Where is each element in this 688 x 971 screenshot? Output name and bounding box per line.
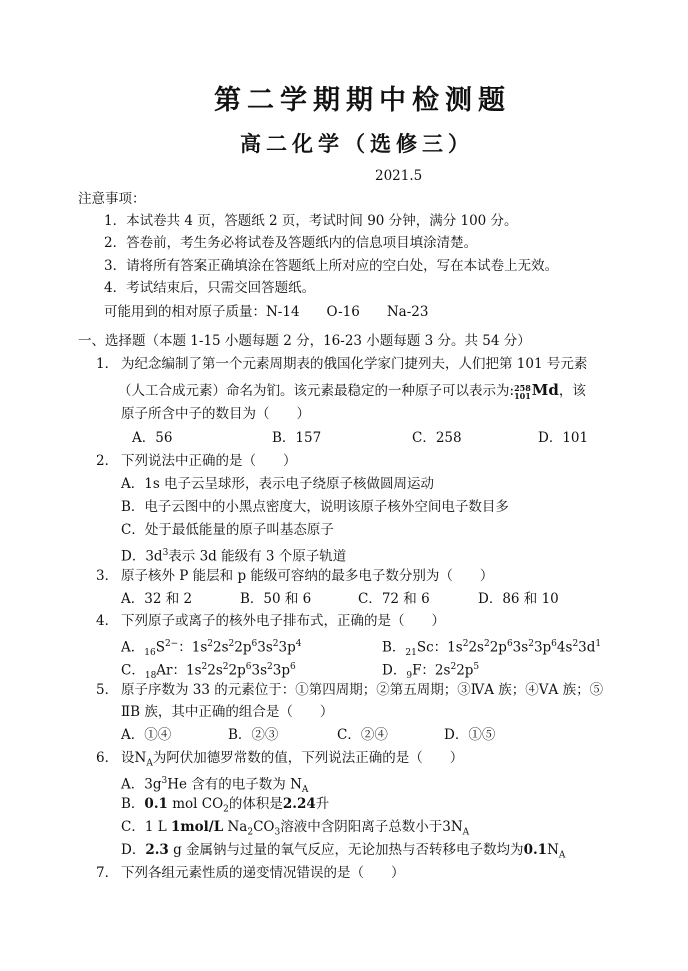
notes-heading: 注意事项： [78, 191, 146, 207]
option-a[interactable]: A．1s 电子云呈球形，表示电子绕原子核做圆周运动 [121, 476, 435, 492]
question-stem [121, 749, 463, 773]
question-number: 7． [96, 865, 119, 881]
element-symbol: Md [531, 381, 559, 399]
option-c[interactable]: C．1 L 1mol/L $Na_2CO_3$溶液中含阴阳离子总数小于$3N_A$ [121, 819, 470, 838]
option-b[interactable]: B．电子云图中的小黑点密度大，说明该原子核外空间电子数目多 [121, 499, 509, 515]
question-number: 4． [96, 613, 119, 629]
option-d[interactable]: D．①⑤ [444, 727, 496, 743]
option-text: 表示 3d 能级有 3 个原子轨道 [168, 548, 347, 565]
question-stem [118, 381, 586, 400]
option-d[interactable]: D．86 和 10 [478, 591, 559, 607]
question-number: 6． [96, 750, 119, 766]
option-a[interactable]: A．①④ [121, 727, 172, 743]
option-d[interactable]: D．$_9$F：$2s^22p^5$ [382, 662, 480, 682]
section-heading: 一、选择题（本题 1-15 小题每题 2 分，16-23 小题每题 3 分。共 54 分） [78, 333, 531, 349]
option-b[interactable]: B．157 [272, 430, 322, 446]
option-c[interactable]: C．②④ [337, 727, 388, 743]
option-c[interactable]: C．72 和 6 [358, 591, 430, 607]
option-a[interactable]: A．$3g^3He$ 含有的电子数为 $N_A$ [121, 776, 309, 796]
exam-date: 2021.5 [375, 168, 423, 184]
question-stem: ⅡB 族，其中正确的组合是（ ） [121, 704, 334, 720]
question-stem-text: ，该 [558, 383, 586, 399]
page-title: 第二学期期中检测题 [214, 85, 511, 116]
option-d[interactable]: D．101 [538, 430, 589, 446]
option-a[interactable]: A．32 和 2 [121, 591, 193, 607]
option-a[interactable]: A．56 [132, 430, 173, 446]
option-d[interactable] [121, 544, 346, 566]
question-number: 3． [96, 568, 119, 584]
atomic-mass-info: 可能用到的相对原子质量：N-14 O-16 Na-23 [104, 304, 429, 320]
option-a[interactable]: A．$_{16}S^{2-}$：$1s^22s^22p^63s^23p^4$ [121, 639, 302, 659]
atomic-number: 101 [514, 390, 531, 401]
option-text: D．3d [121, 548, 163, 565]
question-number: 5． [96, 682, 119, 698]
question-stem: 原子所含中子的数目为（ ） [121, 406, 310, 422]
question-number: 1． [96, 356, 119, 372]
option-b[interactable]: B．0.1 mol $CO_2$的体积是2.24升 [121, 796, 330, 815]
page-subtitle: 高二化学（选修三） [240, 131, 474, 156]
isotope-notation [514, 384, 531, 400]
option-b[interactable]: B．50 和 6 [240, 591, 312, 607]
note-item: 4．考试结束后，只需交回答题纸。 [104, 280, 316, 296]
question-stem: 下列原子或离子的核外电子排布式，正确的是（ ） [121, 613, 445, 629]
note-item: 2．答卷前，考生务必将试卷及答题纸内的信息项目填涂清楚。 [104, 235, 478, 251]
option-c[interactable]: C．$_{18}$Ar：$1s^22s^22p^63s^23p^6$ [121, 662, 296, 682]
question-stem: 原子序数为 33 的元素位于：①第四周期；②第五周期；③ⅣA 族；④ⅤA 族；⑤ [121, 682, 604, 698]
option-b[interactable]: B．②③ [228, 727, 279, 743]
option-b[interactable]: B．$_{21}$Sc：$1s^22s^22p^63s^23p^64s^23d^1$ [382, 639, 602, 659]
question-stem: 下列说法中正确的是（ ） [121, 453, 297, 469]
question-stem: 为纪念编制了第一个元素周期表的俄国化学家门捷列夫，人们把第 101 号元素 [121, 356, 588, 372]
option-c[interactable]: C．处于最低能量的原子叫基态原子 [121, 522, 334, 538]
option-c[interactable]: C．258 [412, 430, 462, 446]
question-stem-text: （人工合成元素）命名为钔。该元素最稳定的一种原子可以表示为: [118, 383, 515, 399]
mass-number: 258 [514, 382, 531, 393]
question-stem-text: 为阿伏加德罗常数的值，下列说法正确的是（ ） [152, 750, 464, 766]
option-d[interactable]: D．2.3 g 金属钠与过量的氧气反应，无论加热与否转移电子数均为$0.1N_A$ [121, 842, 566, 861]
question-number: 2． [96, 453, 119, 469]
note-item: 3．请将所有答案正确填涂在答题纸上所对应的空白处，写在本试卷上无效。 [104, 258, 559, 274]
question-stem-text: 设N [121, 750, 147, 766]
question-stem: 原子核外 P 能层和 p 能级可容纳的最多电子数分别为（ ） [121, 568, 494, 584]
question-stem: 下列各组元素性质的递变情况错误的是（ ） [121, 865, 405, 881]
superscript: 3 [162, 548, 169, 558]
note-item: 1．本试卷共 4 页，答题纸 2 页，考试时间 90 分钟，满分 100 分。 [104, 213, 518, 229]
subscript: A [146, 758, 153, 769]
